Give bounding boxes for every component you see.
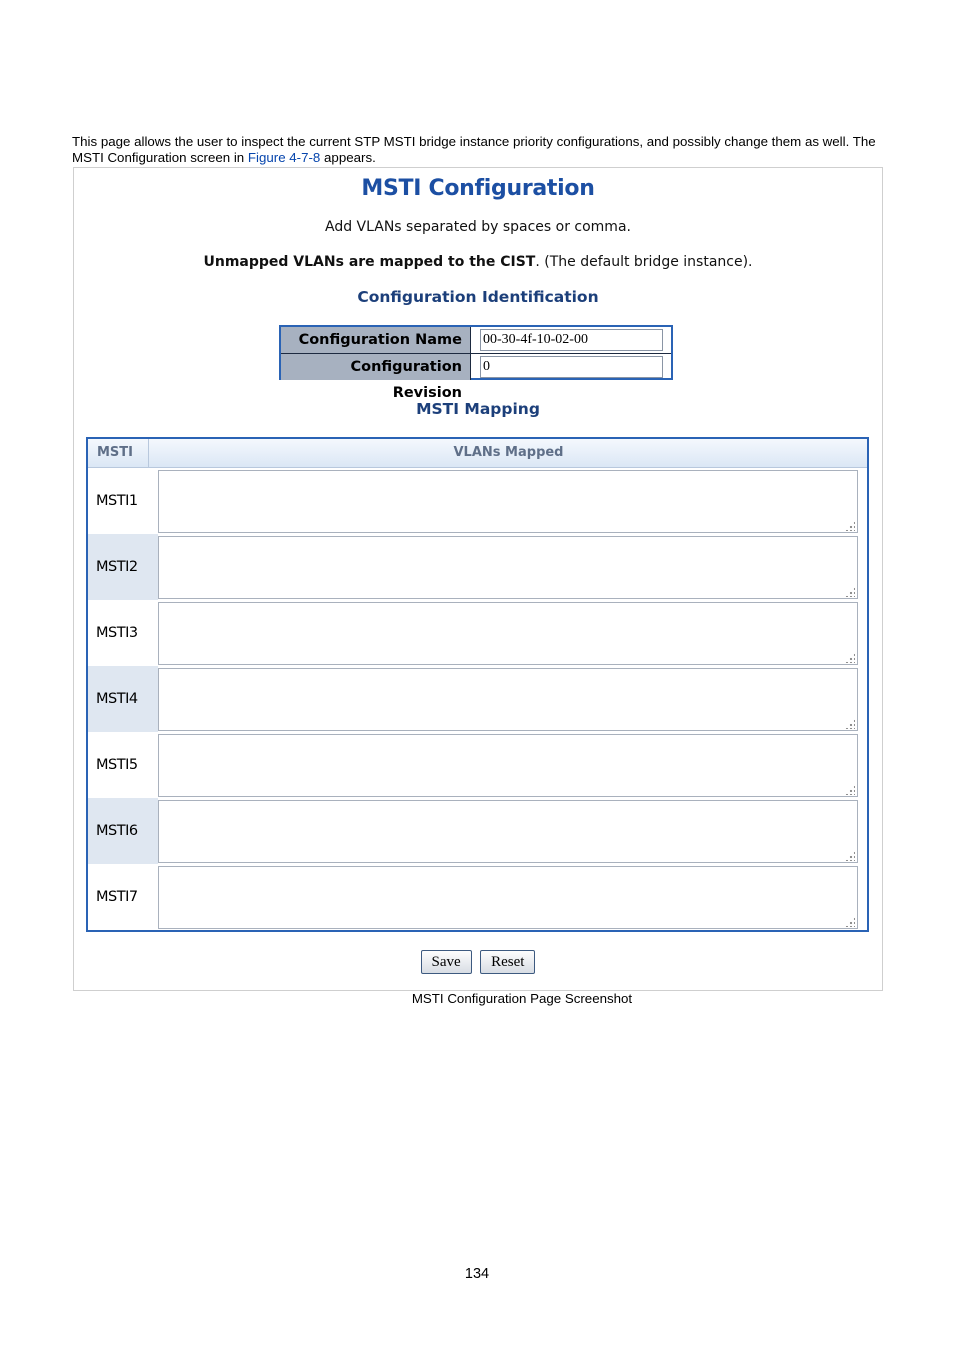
unmapped-note-rest: . (The default bridge instance). (535, 254, 753, 270)
col-msti-header: MSTI (88, 439, 149, 467)
table-row (88, 600, 867, 666)
table-row (88, 864, 867, 930)
page-title: MSTI Configuration (361, 176, 595, 201)
vlans-textarea[interactable] (158, 734, 858, 797)
figure-caption: MSTI Configuration Page Screenshot (411, 991, 633, 1006)
figure-link[interactable]: Figure 4-7-8 (247, 150, 321, 165)
config-revision-label: Configuration Revision (281, 354, 471, 380)
table-row (88, 468, 867, 534)
col-vlans-header: VLANs Mapped (453, 445, 564, 460)
vlans-textarea[interactable] (158, 866, 858, 929)
msti-label: MSTI4 (88, 666, 158, 732)
config-revision-input[interactable]: 0 (480, 356, 663, 378)
button-bar (74, 950, 882, 974)
intro-paragraph (72, 134, 887, 166)
config-id-table (279, 325, 673, 401)
msti-label: MSTI3 (96, 625, 138, 641)
page-number: 134 (464, 1266, 490, 1282)
table-row (88, 666, 867, 732)
intro-text-end: appears. (320, 150, 376, 165)
msti-label: MSTI5 (96, 757, 138, 773)
msti-label: MSTI6 (88, 798, 158, 864)
config-name-input[interactable]: 00-30-4f-10-02-00 (480, 329, 663, 351)
save-button[interactable]: Save (421, 950, 472, 974)
vlans-textarea[interactable] (158, 602, 858, 665)
msti-mapping-heading: MSTI Mapping (416, 400, 540, 418)
msti-label: MSTI1 (96, 493, 138, 509)
reset-button[interactable]: Reset (480, 950, 535, 974)
table-row (88, 798, 867, 864)
screenshot-frame (73, 167, 883, 991)
unmapped-note (74, 254, 882, 270)
config-id-heading: Configuration Identification (357, 288, 599, 306)
unmapped-note-bold: Unmapped VLANs are mapped to the CIST (203, 254, 536, 270)
vlans-textarea[interactable] (158, 470, 858, 533)
intro-text: This page allows the user to inspect the current STP MSTI bridge instance priority configurations, and possibly change them as well. The MSTI Configuration screen in (72, 134, 876, 165)
msti-label: MSTI2 (88, 534, 158, 600)
config-name-label: Configuration Name (281, 327, 471, 353)
msti-label: MSTI7 (96, 889, 138, 905)
vlans-textarea[interactable] (158, 668, 858, 731)
vlans-textarea[interactable] (158, 536, 858, 599)
table-row (88, 732, 867, 798)
vlan-hint: Add VLANs separated by spaces or comma. (325, 219, 631, 235)
config-revision-row (281, 354, 671, 401)
table-header (88, 439, 867, 468)
table-row (88, 534, 867, 600)
config-name-row (281, 327, 671, 354)
msti-mapping-table (86, 437, 869, 932)
vlans-textarea[interactable] (158, 800, 858, 863)
